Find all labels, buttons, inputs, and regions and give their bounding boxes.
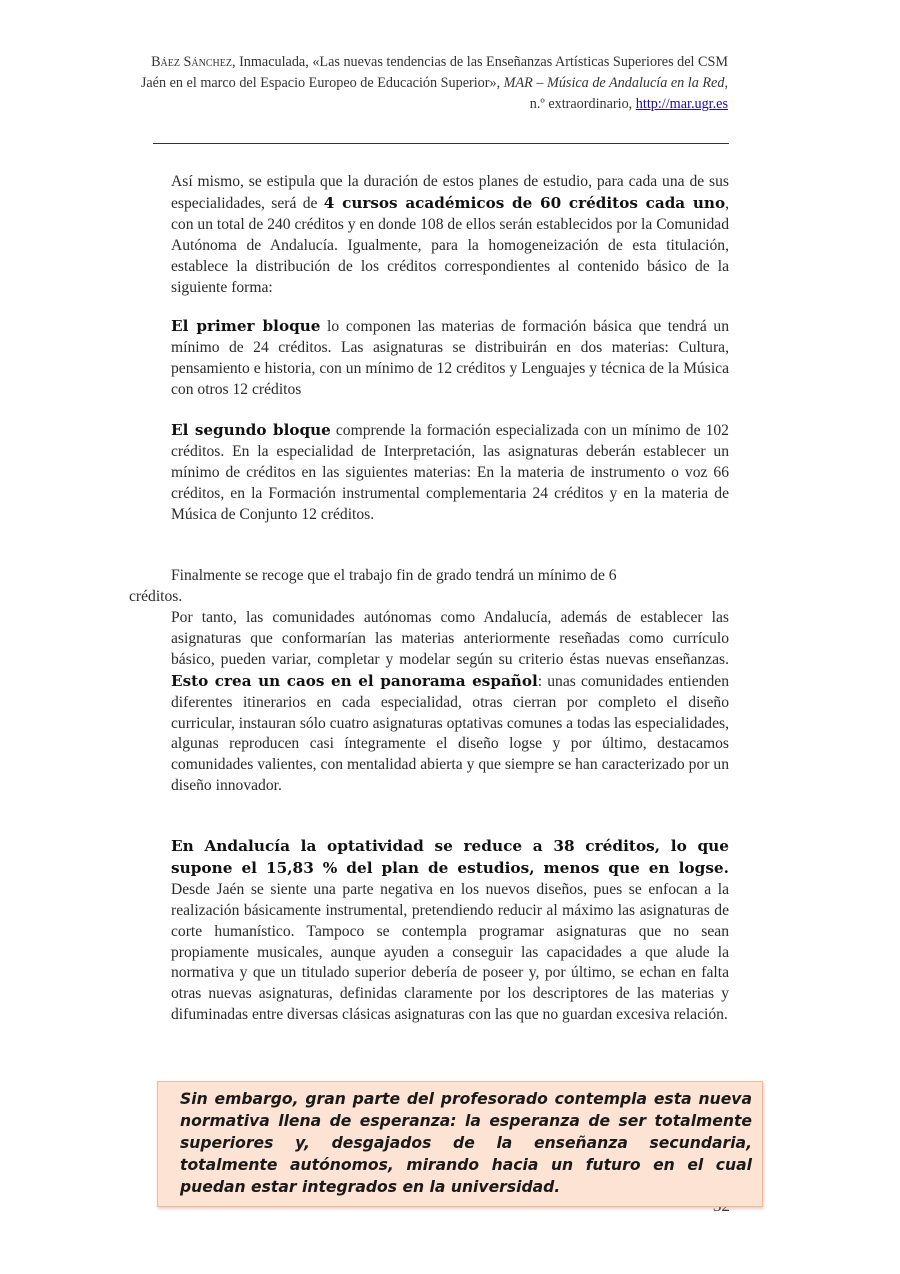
header-url-link[interactable]: http://mar.ugr.es (635, 96, 728, 112)
p5-text-a: Por tanto, las comunidades autónomas como Andalucía, además de establecer las asignaturas que conformarían las materias anteriormente reseñadas como currículo básico, pueden variar, completar y modelar según su criterio éstas nuevas enseñanzas. (171, 609, 729, 668)
p2-bold: El primer bloque (171, 317, 321, 335)
p1-text-b: , con un total de 240 créditos y en donde 108 de ellos serán establecidos por la Comunidad Autónoma de Andalucía. Igualmente, para la homogeneización de esta titulación, establece la distribución de los créditos correspondientes al contenido básico de la siguiente forma: (171, 194, 729, 296)
paragraph-second-block (171, 420, 729, 526)
paragraph-andalucia-optativity (171, 836, 729, 1026)
header-journal: MAR – Música de Andalucía en la Red (503, 75, 725, 91)
paragraph-duration (171, 172, 729, 298)
p6-bold: En Andalucía la optatividad se reduce a 38 créditos, lo que supone el 15,83 % del plan de estudios, menos que en logse. (171, 837, 729, 877)
p2-text: lo componen las materias de formación básica que tendrá un mínimo de 24 créditos. Las asignaturas se distribuirán en dos materias: Cultura, pensamiento e historia, con un mínimo de 12 créditos y Lenguajes y técnica de la Música con otros 12 créditos (171, 318, 730, 398)
callout-box (157, 1081, 763, 1207)
callout-text: Sin embargo, gran parte del profesorado contempla esta nueva normativa llena de esperanza: la esperanza de ser totalmente superiores y, desgajados de la enseñanza secundaria, totalmente autónomos, mirando hacia un futuro en el cual puedan estar integrados en la universidad. (180, 1090, 752, 1196)
p4-line-2: créditos. (129, 587, 183, 605)
p6-text: Desde Jaén se siente una parte negativa en los nuevos diseños, pues se enfocan a la realización básicamente instrumental, pretendiendo reducir al máximo las asignaturas de corte humanístico. Tampoco se contempla programar asignaturas que no sean propiamente musicales, aunque ayuden a conseguir las capacidades a que alude la normativa y que un titulado superior debería de poseer y, por último, se echan en falta otras nuevas asignaturas, definidas claramente por los descriptores de las materias y difuminadas entre diversas clásicas asignaturas con las que no guardan excesiva relación. (171, 880, 729, 1024)
running-header (128, 52, 728, 115)
header-author: Báez Sánchez (151, 54, 232, 70)
p4-line-1: Finalmente se recoge que el trabajo fin de grado tendrá un mínimo de 6 (171, 567, 617, 584)
p5-bold: Esto crea un caos en el panorama español (171, 671, 538, 690)
header-text-a: , Inmaculada, «Las nuevas tendencias de las Enseñanzas Artísticas Superiores del CSM Jaén en el marco del Espacio Europeo de Educación Superior», (140, 54, 728, 91)
p5-text-b: : unas comunidades entienden diferentes itinerarios en cada especialidad, otras cierran por completo el diseño curricular, instauran sólo cuatro asignaturas optativas comunes a todas las especialidades, algunas reproducen casi íntegramente el diseño logse y por último, destacamos comunidades valientes, con mentalidad abierta y que siempre se han caracterizado por un diseño innovador. (171, 672, 729, 795)
p1-text-a: Así mismo, se estipula que la duración de estos planes de estudio, para cada una de sus especialidades, será de (171, 173, 729, 212)
header-text-b: , n.º extraordinario, (529, 75, 728, 112)
p1-bold: 4 cursos académicos de 60 créditos cada uno (323, 193, 726, 212)
p3-bold: El segundo bloque (171, 421, 331, 439)
paragraph-autonomous-communities (171, 608, 729, 797)
header-rule (153, 143, 729, 144)
p3-text: comprende la formación especializada con un mínimo de 102 créditos. En la especialidad de Interpretación, las asignaturas deberán establecer un mínimo de créditos en las siguientes materias: En la materia de instrumento o voz 66 créditos, en la Formación instrumental complementaria 24 créditos y en la materia de Música de Conjunto 12 créditos. (171, 422, 729, 523)
paragraph-first-block (171, 316, 729, 401)
paragraph-final-work (129, 566, 729, 608)
